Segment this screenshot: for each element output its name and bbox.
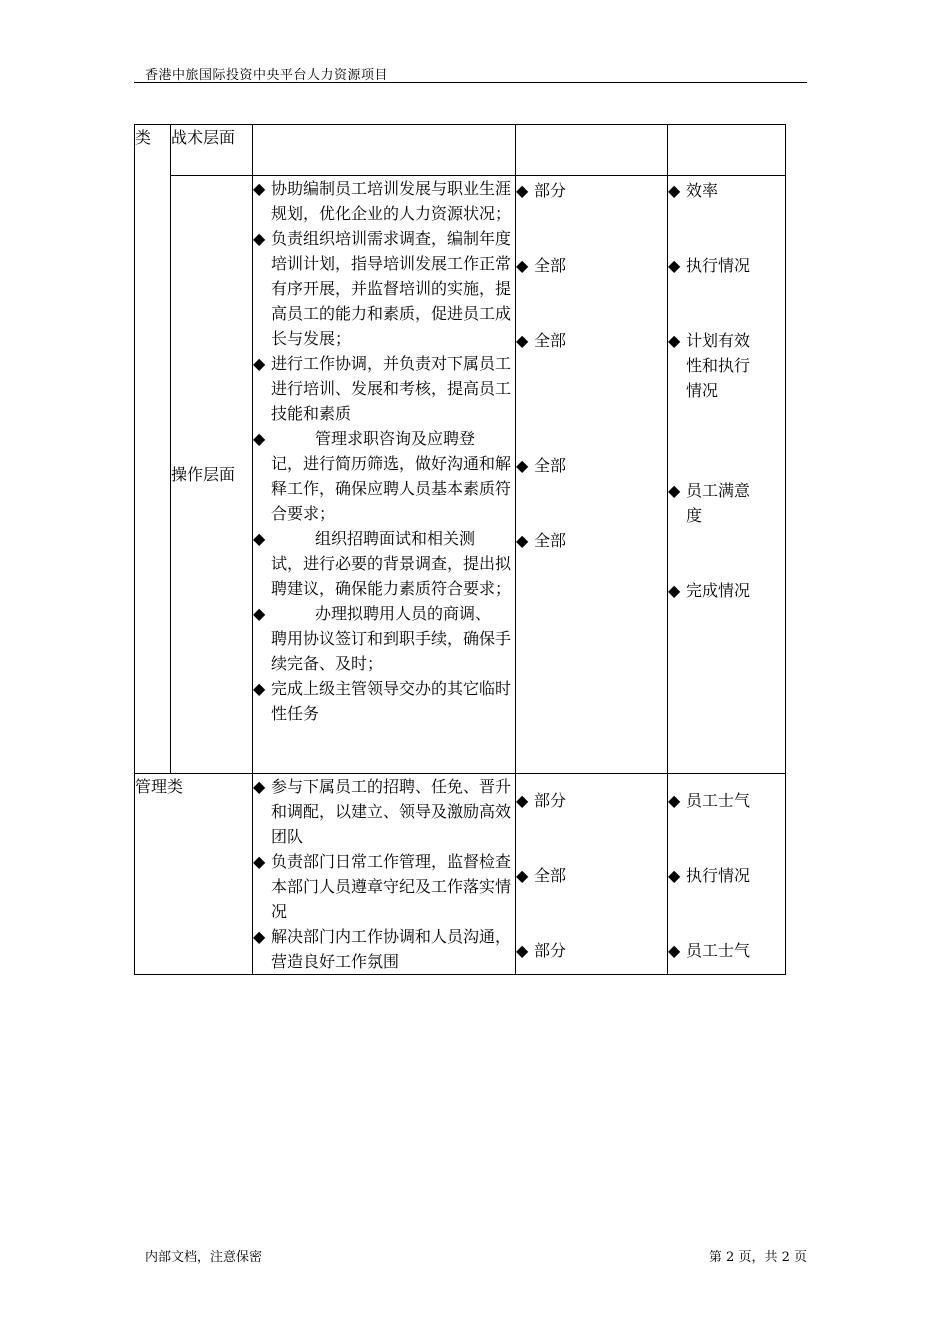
kpi-value: 效率 (686, 181, 719, 200)
task-text: 进行工作协调，并负责对下属员工进行培训、发展和考核，提高员工技能和素质 (271, 354, 512, 423)
diamond-bullet-icon: ◆ (516, 256, 529, 275)
list-item (253, 426, 515, 526)
kpi-value: 员工士气 (686, 791, 751, 810)
kpi-item (668, 178, 718, 203)
participation-item (516, 453, 566, 478)
diamond-bullet-icon: ◆ (668, 581, 681, 600)
task-text-first: 办理拟聘用人员的商调、 (315, 604, 492, 623)
kpi-value: 完成情况 (686, 581, 751, 600)
task-text: 参与下属员工的招聘、任免、晋升和调配，以建立、领导及激励高效团队 (271, 777, 512, 846)
diamond-bullet-icon: ◆ (668, 866, 681, 885)
kpi-item (668, 578, 750, 603)
diamond-bullet-icon: ◆ (668, 256, 681, 275)
participation-value: 部分 (534, 941, 567, 960)
diamond-bullet-icon: ◆ (253, 429, 266, 448)
task-text-first: 组织招聘面试和相关测 (315, 529, 476, 548)
task-text-rest: 试，进行必要的背景调查，提出拟聘建议，确保能力素质符合要求； (271, 554, 512, 598)
list-item (253, 924, 515, 974)
task-text-first: 管理求职咨询及应聘登 (315, 429, 476, 448)
diamond-bullet-icon: ◆ (516, 456, 529, 475)
diamond-bullet-icon: ◆ (253, 927, 266, 946)
management-category: 管理类 (135, 774, 253, 975)
participation-item (516, 328, 566, 353)
task-text: 负责组织培训需求调查，编制年度培训计划，指导培训发展工作正常有序开展，并监督培训的实施，提高员工的能力和素质，促进员工成长与发展； (271, 229, 512, 348)
tactical-tasks-cell (253, 125, 516, 176)
kpi-item (668, 478, 754, 528)
operational-kpi-cell (668, 176, 786, 774)
table-row-management (135, 774, 786, 975)
participation-value: 全部 (534, 456, 567, 475)
kpi-value: 执行情况 (686, 256, 751, 275)
diamond-bullet-icon: ◆ (668, 181, 681, 200)
level-operational: 操作层面 (171, 176, 253, 774)
tactical-kpi-cell (668, 125, 786, 176)
participation-item (516, 863, 566, 888)
diamond-bullet-icon: ◆ (668, 331, 681, 350)
header-divider (134, 82, 807, 83)
kpi-value: 计划有效性和执行情况 (686, 331, 751, 400)
kpi-value: 员工士气 (686, 941, 751, 960)
list-item (253, 526, 515, 601)
diamond-bullet-icon: ◆ (516, 941, 529, 960)
participation-item (516, 253, 566, 278)
participation-value: 部分 (534, 181, 567, 200)
operational-tasks-cell (253, 176, 516, 774)
participation-value: 部分 (534, 791, 567, 810)
management-tasks-cell (253, 774, 516, 975)
diamond-bullet-icon: ◆ (253, 679, 266, 698)
list-item (253, 601, 515, 676)
participation-value: 全部 (534, 866, 567, 885)
participation-item (516, 938, 566, 963)
task-text: 协助编制员工培训发展与职业生涯规划，优化企业的人力资源状况； (271, 179, 512, 223)
diamond-bullet-icon: ◆ (253, 852, 266, 871)
kpi-value: 执行情况 (686, 866, 751, 885)
level-tactical: 战术层面 (171, 125, 253, 176)
document-header-title: 香港中旅国际投资中央平台人力资源项目 (145, 68, 389, 83)
participation-value: 全部 (534, 331, 567, 350)
task-text: 解决部门内工作协调和人员沟通，营造良好工作氛围 (271, 927, 512, 971)
task-text: 完成上级主管领导交办的其它临时性任务 (271, 679, 512, 723)
diamond-bullet-icon: ◆ (668, 941, 681, 960)
operational-participation-cell (516, 176, 668, 774)
category-cell: 类 (135, 125, 171, 774)
list-item (253, 176, 515, 226)
diamond-bullet-icon: ◆ (253, 604, 266, 623)
diamond-bullet-icon: ◆ (516, 181, 529, 200)
diamond-bullet-icon: ◆ (253, 354, 266, 373)
kpi-item (668, 328, 754, 403)
tactical-participation-cell (516, 125, 668, 176)
kpi-item (668, 788, 750, 813)
kpi-item (668, 863, 750, 888)
management-participation-cell (516, 774, 668, 975)
list-item (253, 676, 515, 726)
management-kpi-cell (668, 774, 786, 975)
diamond-bullet-icon: ◆ (253, 529, 266, 548)
task-text: 负责部门日常工作管理，监督检查本部门人员遵章守纪及工作落实情况 (271, 852, 512, 921)
participation-value: 全部 (534, 531, 567, 550)
participation-item (516, 178, 566, 203)
table-row-tactical (135, 125, 786, 176)
participation-value: 全部 (534, 256, 567, 275)
participation-item (516, 528, 566, 553)
list-item (253, 226, 515, 351)
table-row-operational (135, 176, 786, 774)
list-item (253, 849, 515, 924)
kpi-item (668, 253, 750, 278)
list-item (253, 774, 515, 849)
responsibility-table (134, 124, 786, 975)
diamond-bullet-icon: ◆ (253, 777, 266, 796)
participation-item (516, 788, 566, 813)
diamond-bullet-icon: ◆ (516, 866, 529, 885)
diamond-bullet-icon: ◆ (516, 791, 529, 810)
footer-page-number: 第 2 页，共 2 页 (708, 1250, 807, 1265)
footer-confidential-note: 内部文档，注意保密 (145, 1250, 263, 1265)
diamond-bullet-icon: ◆ (668, 481, 681, 500)
diamond-bullet-icon: ◆ (668, 791, 681, 810)
kpi-item (668, 938, 750, 963)
task-text-rest: 聘用协议签订和到职手续，确保手续完备、及时； (271, 629, 512, 673)
list-item (253, 351, 515, 426)
kpi-value: 员工满意度 (686, 481, 751, 525)
diamond-bullet-icon: ◆ (253, 229, 266, 248)
diamond-bullet-icon: ◆ (253, 179, 266, 198)
task-text-rest: 记，进行简历筛选，做好沟通和解释工作，确保应聘人员基本素质符合要求； (271, 454, 512, 523)
diamond-bullet-icon: ◆ (516, 331, 529, 350)
diamond-bullet-icon: ◆ (516, 531, 529, 550)
